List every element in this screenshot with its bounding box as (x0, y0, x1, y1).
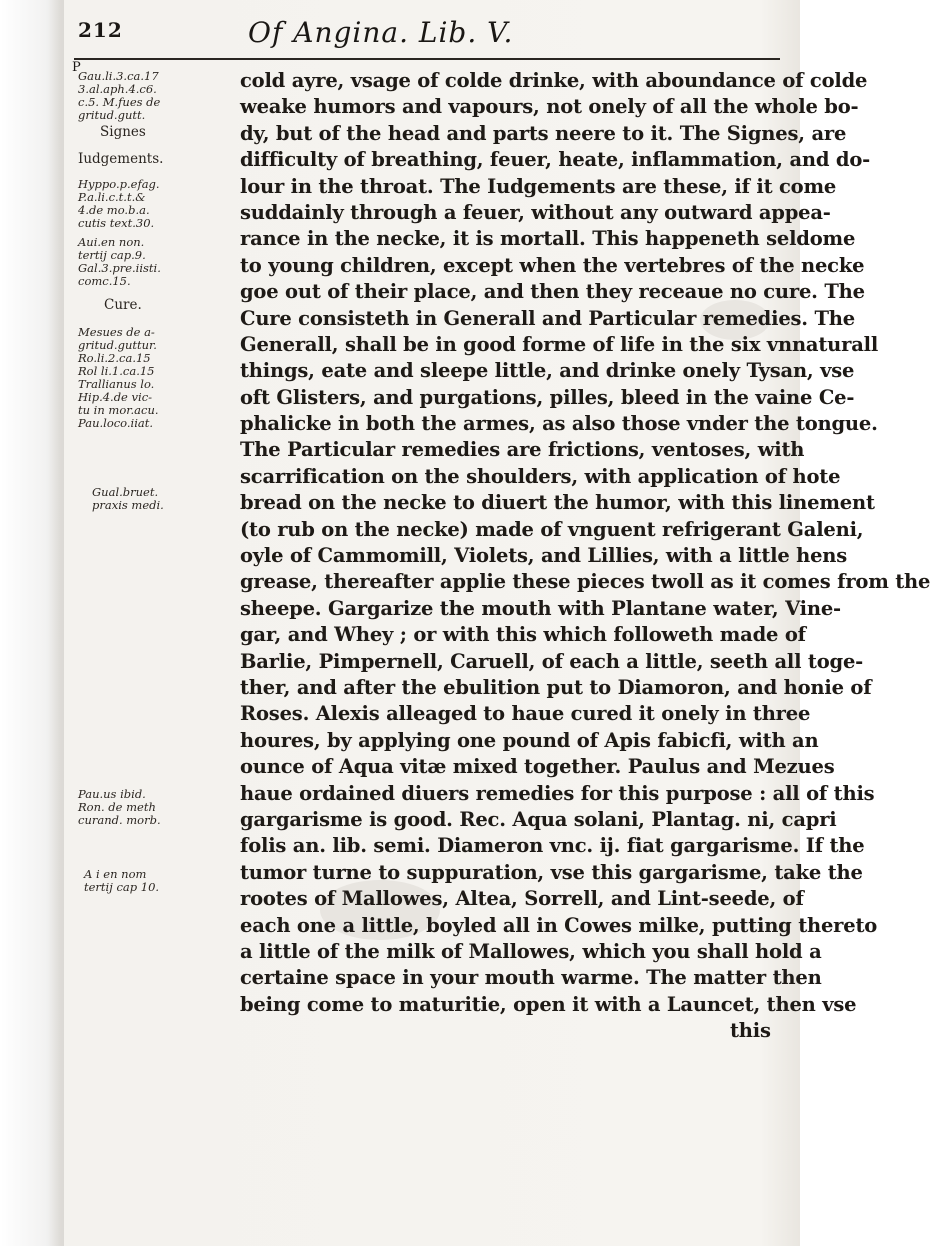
text-line: things, eate and sleepe little, and drinke onely Tysan, vse (240, 359, 855, 383)
page-number: 212 (78, 18, 123, 42)
margin-note: A i en nom tertij cap 10. (84, 867, 160, 894)
margin-note: Gual.bruet. praxis medi. (92, 485, 164, 512)
signature-mark: P (72, 60, 81, 75)
gutter-shadow (0, 0, 64, 1246)
text-line: dy, but of the head and parts neere to it. The Signes, are (240, 121, 847, 145)
margin-note: Gau.li.3.ca.17 3.al.aph.4.c6. c.5. M.fues de gritud.gutt. (78, 69, 161, 122)
text-line: this (730, 1019, 771, 1043)
header-rule (74, 58, 780, 60)
text-line: lour in the throat. The Iudgements are these, if it come (240, 174, 837, 198)
text-line: goe out of their place, and then they receaue no cure. The (240, 280, 865, 304)
text-line: grease, thereafter applie these pieces twoll as it comes from the (240, 570, 930, 594)
text-line: difficulty of breathing, feuer, heate, inflammation, and do- (240, 148, 871, 172)
text-line: gargarisme is good. Rec. Aqua solani, Plantag. ni, capri (240, 807, 837, 831)
text-line: The Particular remedies are frictions, ventoses, with (240, 438, 805, 462)
text-line: Roses. Alexis alleaged to haue cured it onely in three (240, 702, 811, 726)
text-line: ounce of Aqua vitæ mixed together. Paulus and Mezues (240, 755, 835, 779)
text-line: phalicke in both the armes, as also those vnder the tongue. (240, 412, 878, 436)
text-line: to young children, except when the vertebres of the necke (240, 253, 865, 277)
running-head: Of Angina. Lib. V. (248, 16, 514, 49)
margin-note: Mesues de a- gritud.guttur. Ro.li.2.ca.15 Rol li.1.ca.15 Trallianus lo. Hip.4.de vic- tu in mor.acu. Pau.loco.iiat. (78, 325, 159, 430)
text-line: sheepe. Gargarize the mouth with Plantane water, Vine- (240, 596, 841, 620)
margin-note: Hyppo.p.efag. P.a.li.c.t.t.& 4.de mo.b.a. cutis text.30. (78, 177, 160, 230)
text-line: Generall, shall be in good forme of life in the six vnnaturall (240, 332, 879, 356)
text-line: certaine space in your mouth warme. The matter then (240, 966, 822, 990)
text-line: being come to maturitie, open it with a Launcet, then vse (240, 992, 857, 1016)
margin-note-signes: Signes (100, 124, 146, 140)
text-line: folis an. lib. semi. Diameron vnc. ij. fiat gargarisme. If the (240, 834, 865, 858)
text-line: houres, by applying one pound of Apis fabicfi, with an (240, 728, 819, 752)
text-line: suddainly through a feuer, without any outward appea- (240, 200, 831, 224)
text-line: tumor turne to suppuration, vse this gargarisme, take the (240, 860, 863, 884)
text-line: each one a little, boyled all in Cowes milke, putting thereto (240, 913, 878, 937)
margin-note: Pau.us ibid. Ron. de meth curand. morb. (78, 787, 161, 827)
margin-note-cure: Cure. (104, 297, 142, 313)
text-line: cold ayre, vsage of colde drinke, with aboundance of colde (240, 69, 868, 92)
text-line: rance in the necke, it is mortall. This happeneth seldome (240, 227, 856, 251)
margin-note-iudgements: Iudgements. (78, 151, 164, 167)
text-line: a little of the milk of Mallowes, which you shall hold a (240, 939, 822, 963)
text-line: oft Glisters, and purgations, pilles, bleed in the vaine Ce- (240, 385, 855, 409)
text-line: gar, and Whey ; or with this which followeth made of (240, 623, 806, 647)
text-line: Cure consisteth in Generall and Particular remedies. The (240, 306, 855, 330)
text-line: rootes of Mallowes, Altea, Sorrell, and Lint-seede, of (240, 887, 804, 911)
text-line: Barlie, Pimpernell, Caruell, of each a little, seeth all toge- (240, 649, 864, 673)
text-line: ther, and after the ebulition put to Diamoron, and honie of (240, 675, 872, 699)
body-text (240, 68, 930, 1044)
text-line: bread on the necke to diuert the humor, with this linement (240, 491, 875, 515)
text-line: oyle of Cammomill, Violets, and Lillies, with a little hens (240, 544, 848, 568)
text-line: (to rub on the necke) made of vnguent refrigerant Galeni, (240, 517, 864, 541)
text-line: scarrification on the shoulders, with application of hote (240, 464, 841, 488)
margin-note: Aui.en non. tertij cap.9. Gal.3.pre.iisti. comc.15. (78, 235, 161, 288)
text-line: weake humors and vapours, not onely of all the whole bo- (240, 95, 859, 119)
text-line: haue ordained diuers remedies for this purpose : all of this (240, 781, 875, 805)
